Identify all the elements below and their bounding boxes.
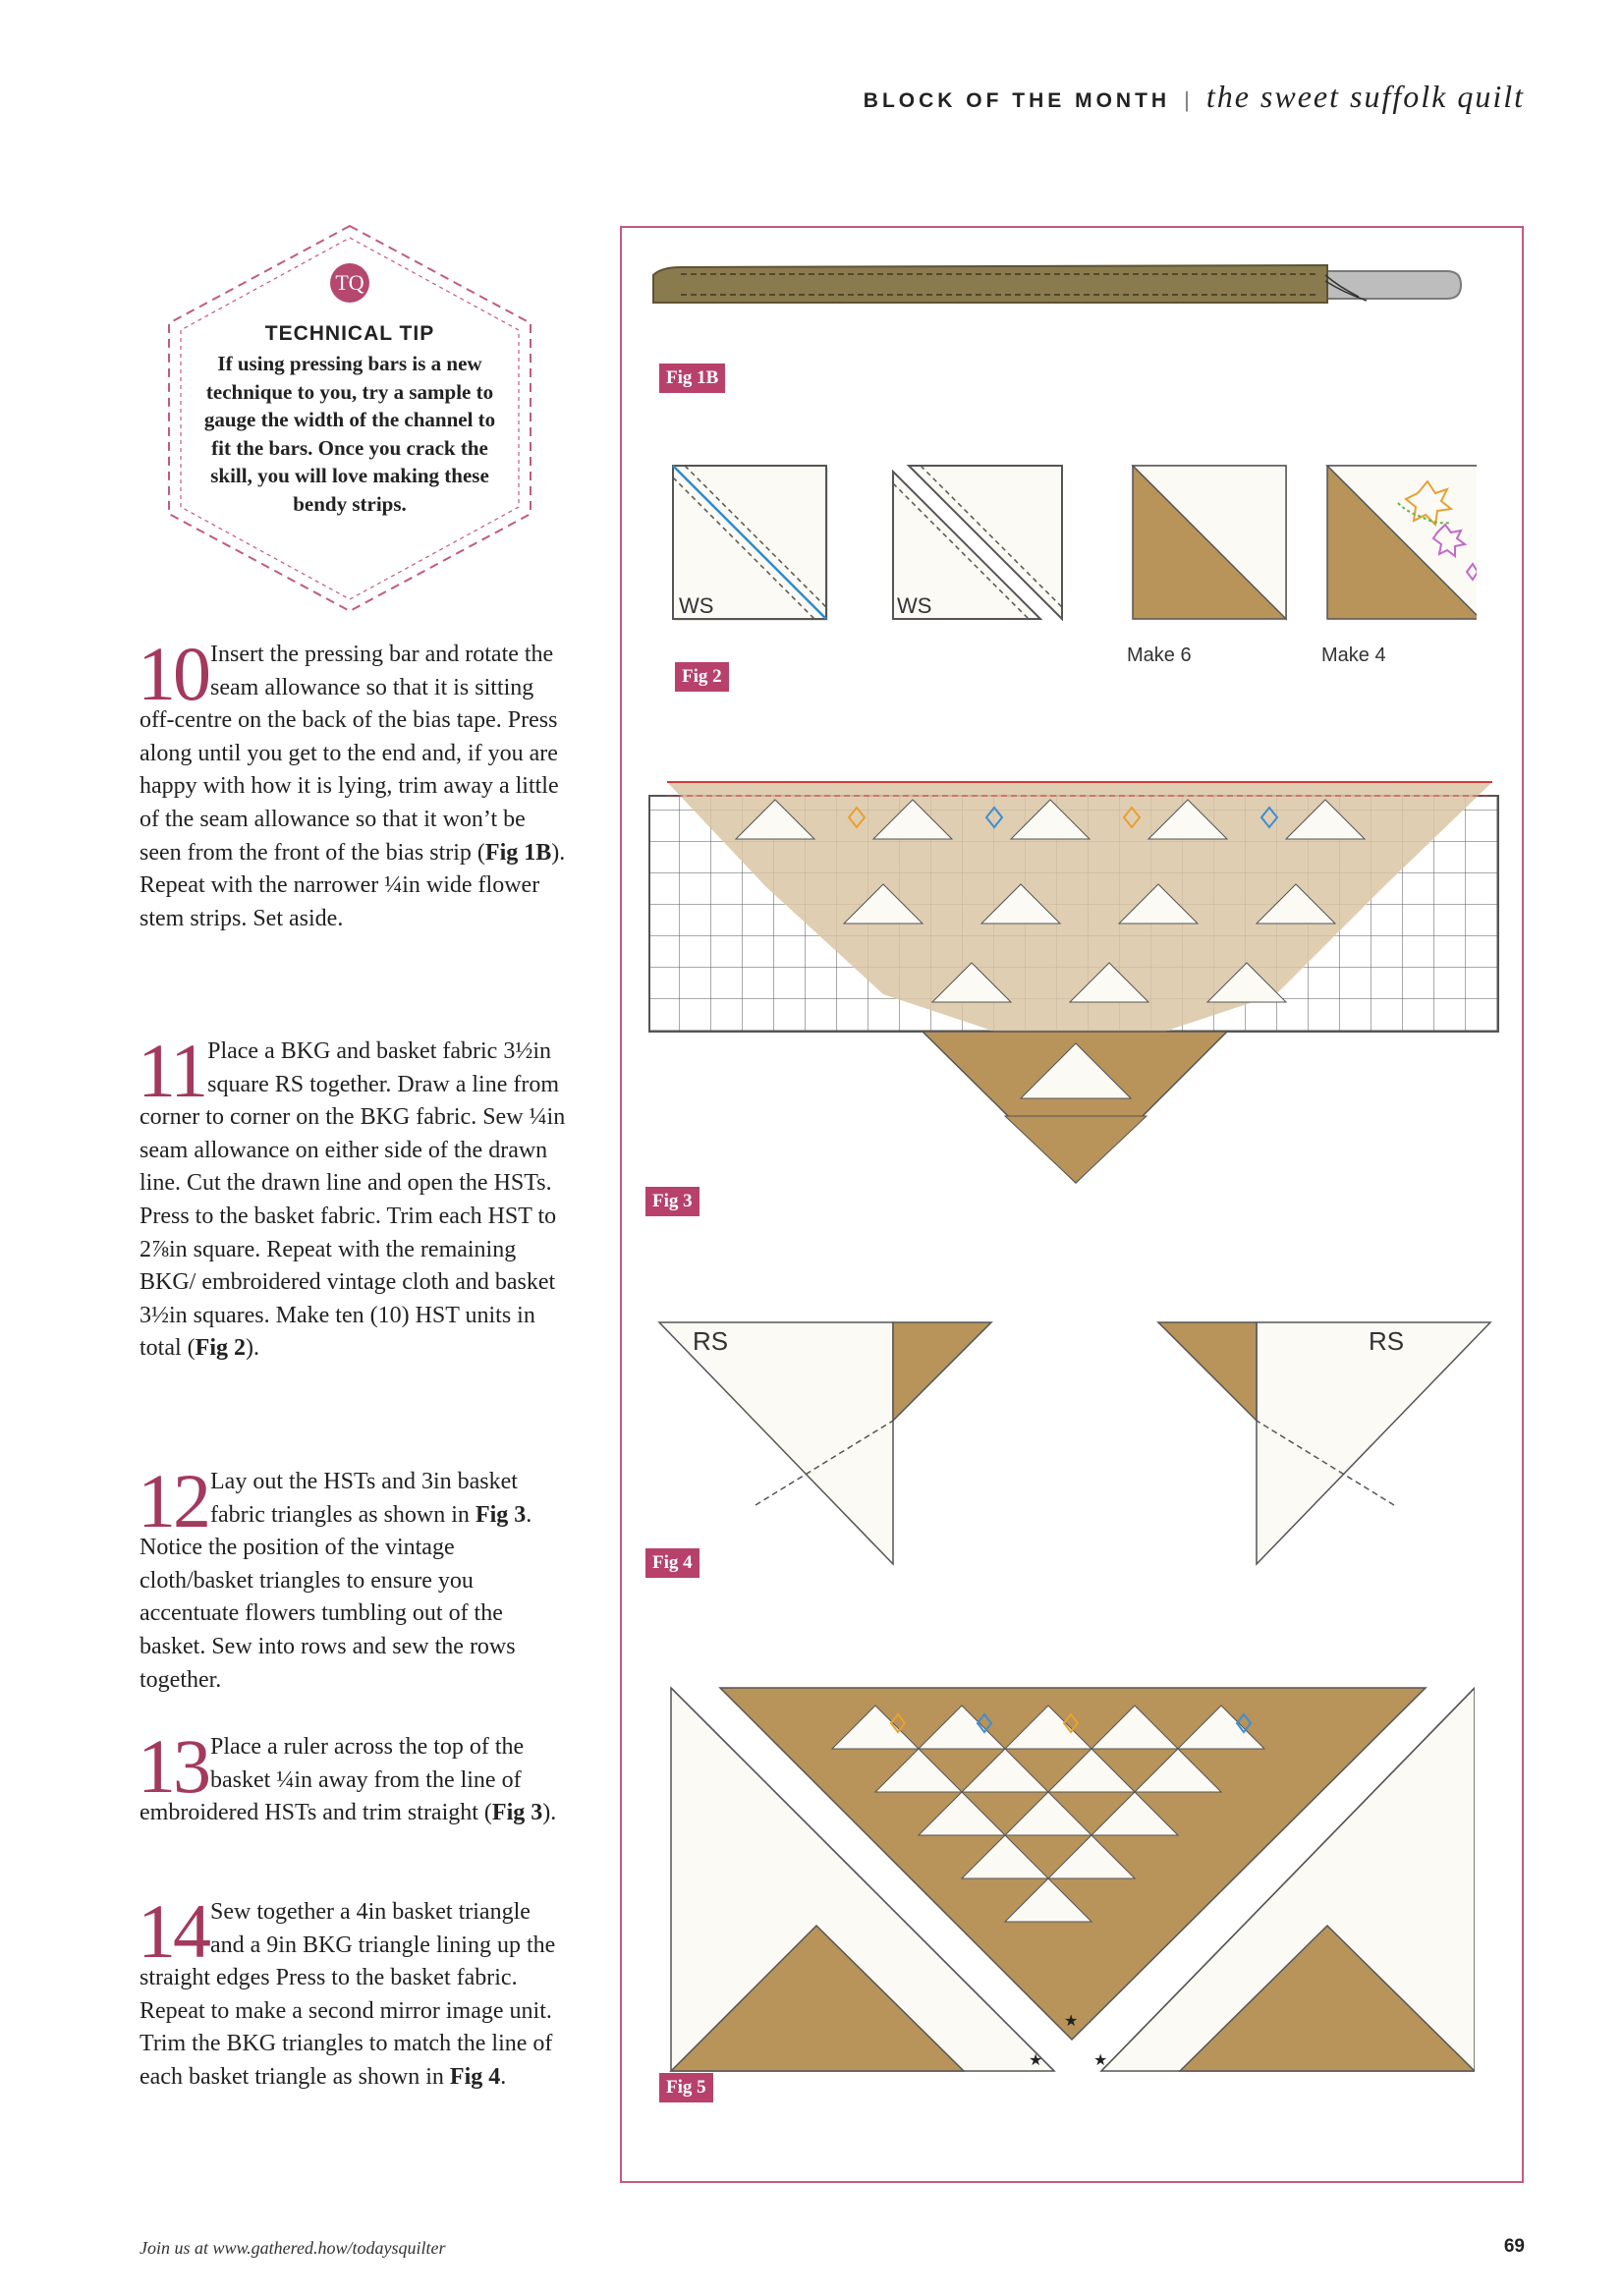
- fig-4-label: Fig 4: [645, 1548, 700, 1578]
- hst-squares-diagram: [671, 464, 1477, 621]
- step-10: [138, 631, 570, 935]
- step-13: [138, 1723, 570, 1830]
- figure-reference: Fig 3: [475, 1501, 527, 1528]
- step-text: ). Repeat with the narrower ¼in wide flower stem strips. Set aside.: [140, 839, 566, 931]
- step-number: 14: [138, 1888, 208, 1974]
- technical-tip-box: [167, 224, 532, 613]
- step-text: Lay out the HSTs and 3in basket fabric triangles as shown in: [210, 1469, 518, 1528]
- figure-reference: Fig 2: [195, 1335, 246, 1362]
- svg-text:★: ★: [1093, 2050, 1108, 2069]
- figure-reference: Fig 1B: [484, 839, 552, 866]
- step-text: ).: [542, 1800, 557, 1826]
- make-6-caption: Make 6: [1127, 644, 1192, 666]
- fig-5-label: Fig 5: [659, 2073, 713, 2102]
- step-text: .: [500, 2063, 507, 2090]
- basket-layout-grid-diagram: [647, 778, 1502, 1250]
- svg-text:★: ★: [1029, 2050, 1043, 2069]
- step-text: Place a BKG and basket fabric 3½in square RS together. Draw a line from corner to corner on the BKG fabric. Sew ¼in seam allowance on either side of the drawn line. Cut the drawn line and open the HSTs. Press to the basket fabric. Trim each HST to 2⅞in square. Repeat with the remaining BKG/ embroidered vintage cloth and basket 3½in squares. Make ten (10) HST units in total (: [140, 1038, 566, 1362]
- tip-body: If using pressing bars is a new technique to you, try a sample to gauge the width of the channel to fit the bars. Once you crack the skill, you will love making these bendy strips.: [203, 352, 496, 516]
- fig-3-label: Fig 3: [645, 1187, 700, 1216]
- svg-text:★: ★: [1064, 2011, 1079, 2030]
- fig-1b-label: Fig 1B: [659, 364, 725, 393]
- step-number: 12: [138, 1458, 208, 1543]
- running-header: [864, 79, 1525, 115]
- tip-title: TECHNICAL TIP: [264, 322, 435, 345]
- mirror-units-diagram: [657, 1318, 1492, 1574]
- rs-label-right: RS: [1369, 1326, 1405, 1356]
- pressing-bar-illustration: [651, 257, 1467, 316]
- step-text: Sew together a 4in basket triangle and a 9in BKG triangle lining up the straight edges Press to the basket fabric. Repeat to make a second mirror image unit. Trim the BKG triangles to match the line of each basket triangle as shown in: [140, 1899, 556, 2090]
- fig-2-label: Fig 2: [675, 662, 729, 692]
- header-section: BLOCK OF THE MONTH: [863, 89, 1171, 112]
- step-text: Insert the pressing bar and rotate the seam allowance so that it is sitting off-centre on the back of the bias tape. Press along until you get to the end and, if you are happy with how it is lying, trim away a little of the seam allowance so that it won’t be seen from the front of the bias strip (: [140, 642, 559, 866]
- ws-label-1: WS: [679, 593, 714, 618]
- ws-label-2: WS: [897, 593, 932, 618]
- figure-reference: Fig 3: [491, 1800, 543, 1826]
- step-text: . Notice the position of the vintage cloth/basket triangles to ensure you accentuate flowers tumbling out of the basket. Sew into rows and sew the rows together.: [140, 1501, 532, 1693]
- step-text: Place a ruler across the top of the basket ¼in away from the line of embroidered HSTs and trim straight (: [140, 1734, 525, 1826]
- header-separator: |: [1184, 87, 1193, 112]
- step-14: [138, 1888, 570, 2095]
- step-number: 13: [138, 1723, 208, 1809]
- make-4-caption: Make 4: [1321, 644, 1386, 666]
- page-number: 69: [1503, 2236, 1525, 2257]
- step-11: [138, 1028, 570, 1366]
- step-number: 10: [138, 631, 208, 716]
- step-number: 11: [138, 1028, 206, 1113]
- figures-panel: [620, 226, 1524, 2183]
- header-title: the sweet suffolk quilt: [1205, 79, 1525, 114]
- rs-label-left: RS: [693, 1326, 729, 1356]
- step-text: ).: [245, 1335, 259, 1362]
- step-12: [138, 1458, 570, 1697]
- assembled-basket-block-diagram: [669, 1686, 1475, 2079]
- tq-badge-icon: TQ: [330, 263, 369, 303]
- figure-reference: Fig 4: [449, 2063, 501, 2090]
- footer-website: Join us at www.gathered.how/todaysquilter: [140, 2238, 446, 2258]
